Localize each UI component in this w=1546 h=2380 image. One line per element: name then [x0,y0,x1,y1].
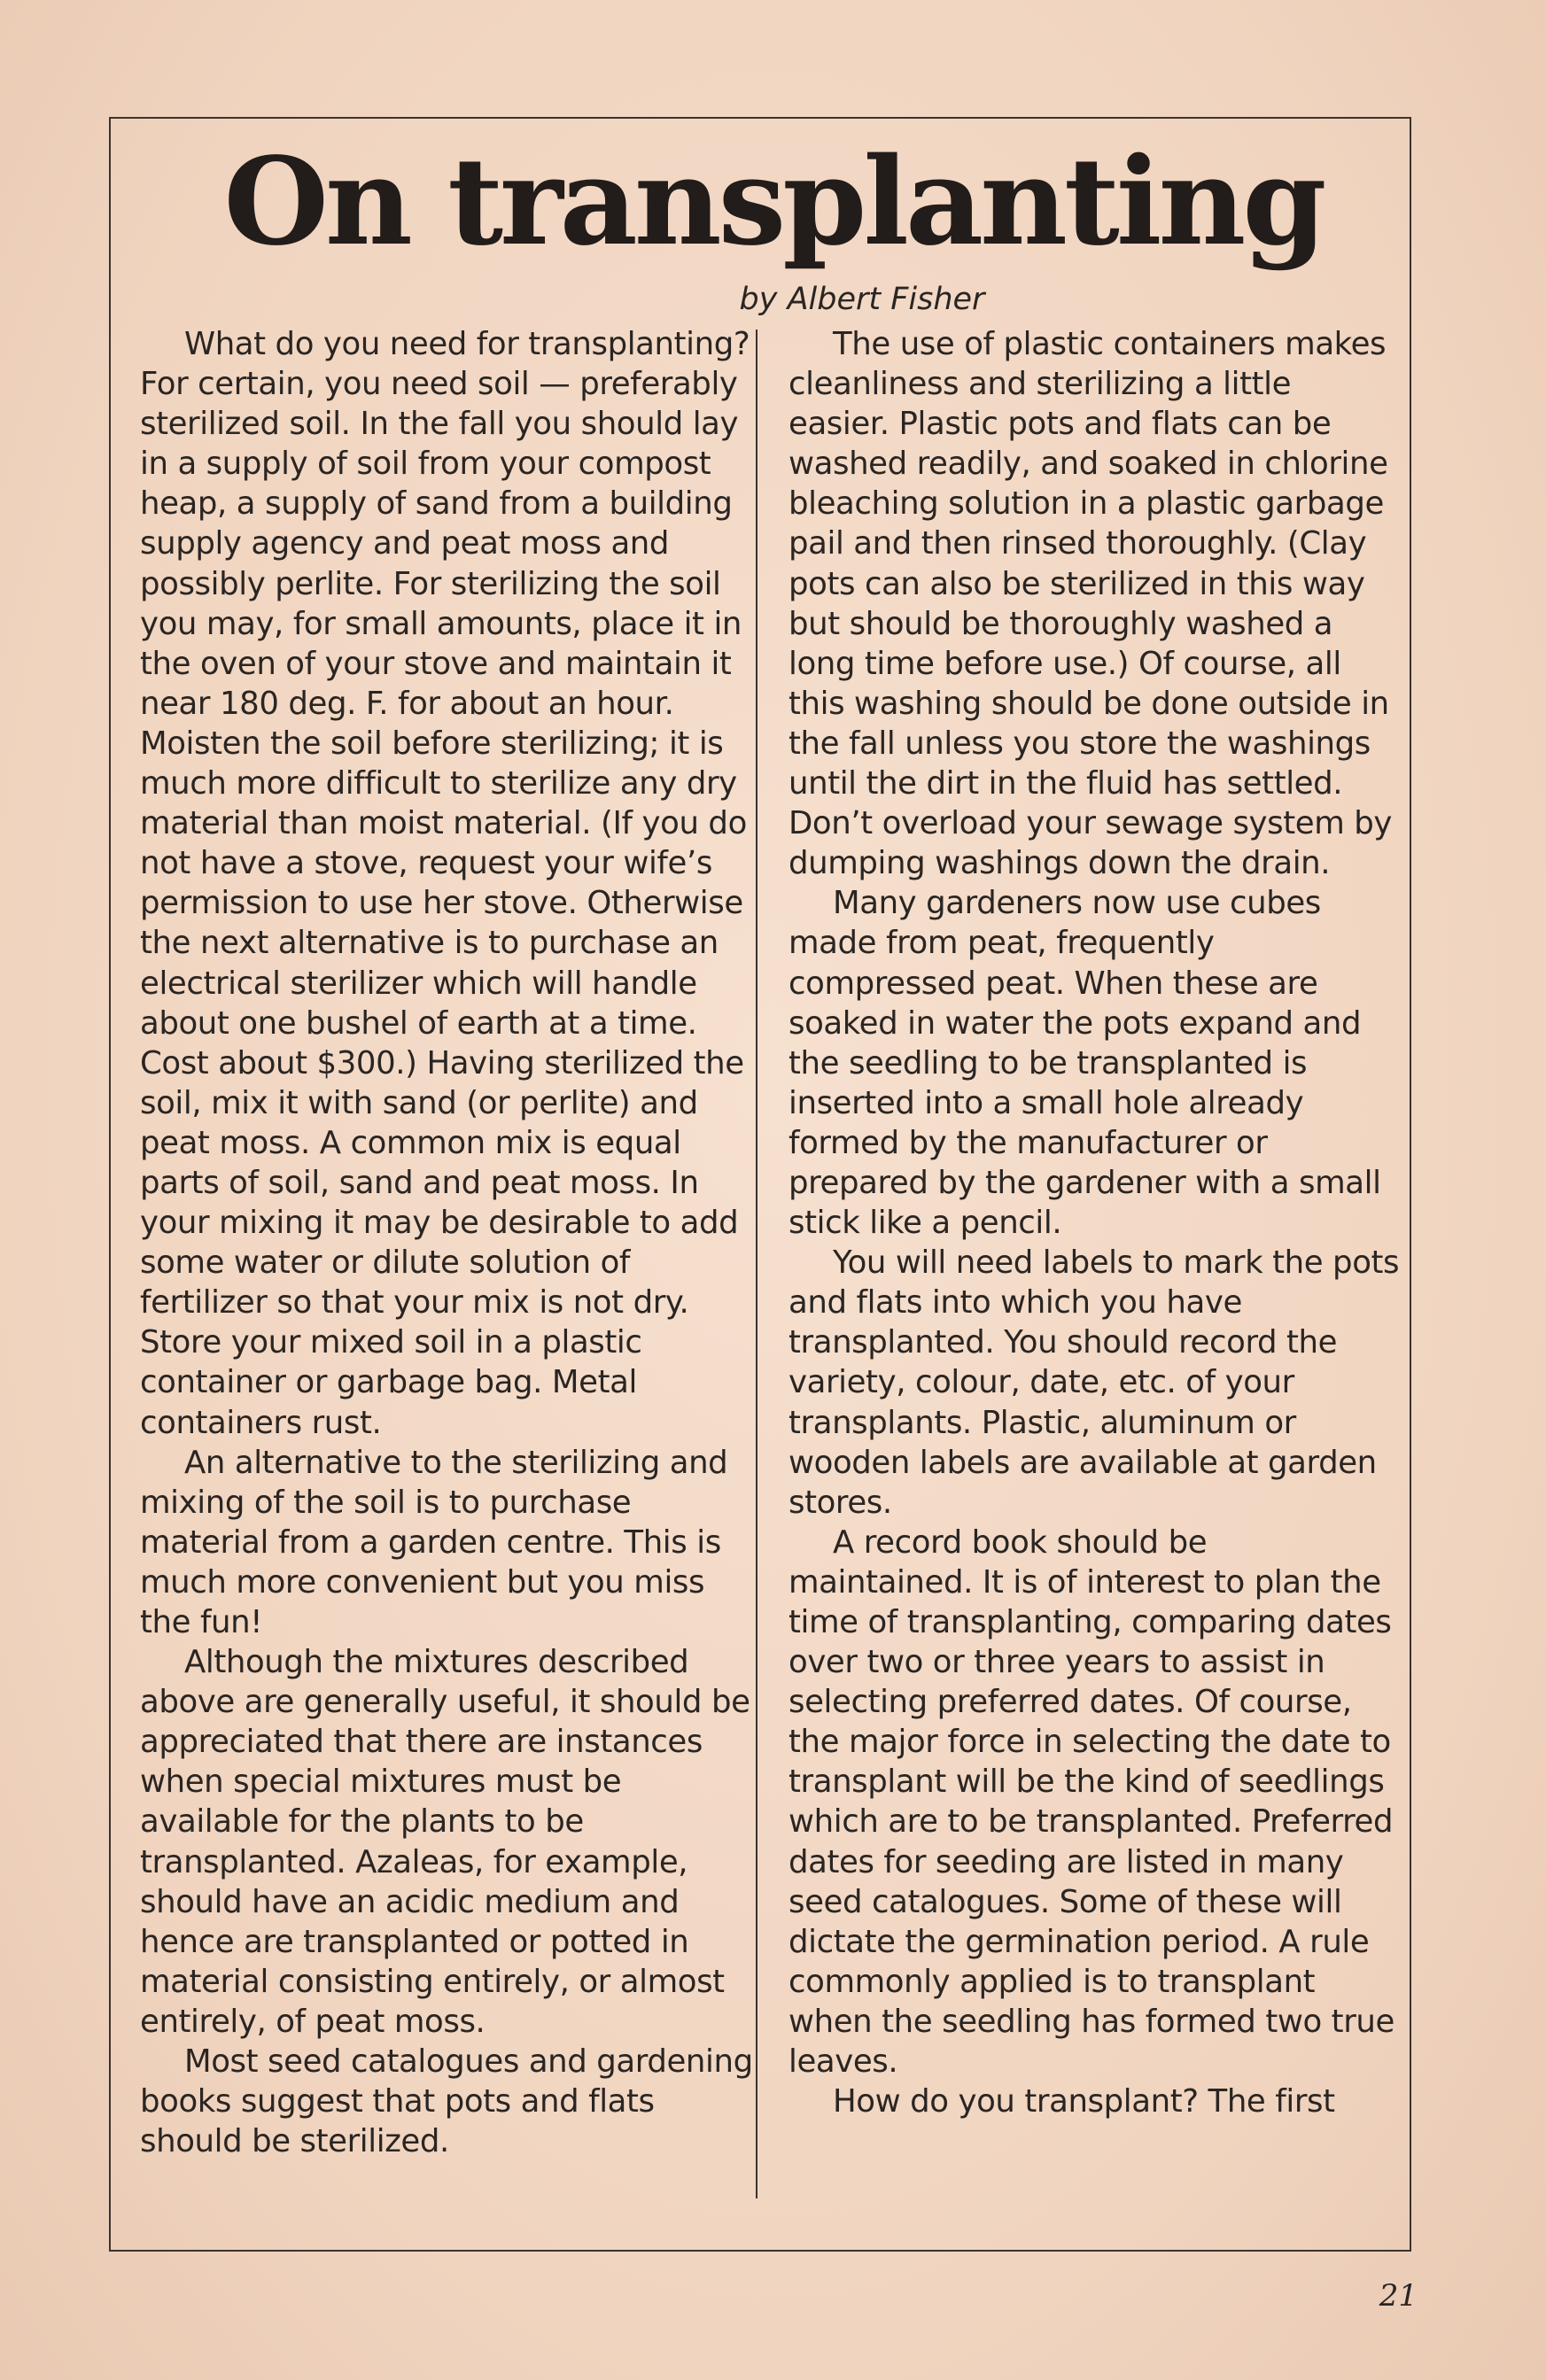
paragraph: An alternative to the sterilizing and mixing of the soil is to purchase material from a garden centre. This is much more convenient but you miss the fun! [140,1444,728,1640]
paragraph: What do you need for transplanting? For certain, you need soil — preferably sterilized soil. In the fall you should lay in a supply of soil from your compost heap, a supply of sand from a building supply agency and peat moss and possibly perlite. For sterilizing the soil you may, for small amounts, place it in the oven of your stove and maintain it near 180 deg. F. for about an hour. Moisten the soil before sterilizing; it is much more difficult to sterilize any dry material than moist material. (If you do not have a stove, request your wife’s permission to use her stove. Otherwise the next alternative is to purchase an electrical sterilizer which will handle about one bushel of earth at a time. Cost about $300.) Having sterilized the soil, mix it with sand (or perlite) and peat moss. A common mix is equal parts of soil, sand and peat moss. In your mixing it may be desirable to add some water or dilute solution of fertilizer so that your mix is not dry. Store your mixed soil in a plastic container or garbage bag. Metal containers rust. [140,326,750,1441]
paragraph: The use of plastic containers makes cleanliness and sterilizing a little easier. Plastic pots and flats can be washed readily, and soaked in chlorine bleaching solution in a plastic garbage pail and then rinsed thoroughly. (Clay pots can also be sterilized in this way but should be thoroughly washed a long time before use.) Of course, all this washing should be done outside in the fall unless you store the washings until the dirt in the fluid has settled. Don’t overload your sewage system by dumping washings down the drain. [789,326,1393,882]
page-number: 21 [1379,2278,1418,2314]
paragraph: Although the mixtures described above are generally useful, it should be appreciated that there are instances when special mixtures must be available for the plants to be transplanted. Azaleas, for example, should have an acidic medium and hence are transplanted or potted in material consisting entirely, or almost entirely, of peat moss. [140,1644,750,2040]
paragraph: How do you transplant? The first [833,2083,1335,2120]
paragraph: Most seed catalogues and gardening books suggest that pots and flats should be sterilized. [140,2043,753,2160]
right-column [789,324,1400,2121]
paragraph: You will need labels to mark the pots and flats into which you have transplanted. You should record the variety, colour, date, etc. of your transplants. Plastic, aluminum or wooden labels are available at garden stores. [789,1244,1400,1521]
column-divider [756,329,757,2198]
paragraph: Many gardeners now use cubes made from peat, frequently compressed peat. When these are soaked in water the pots expand and the seedling to be transplanted is inserted into a small hole already formed by the manufacturer or prepared by the gardener with a small stick like a pencil. [789,885,1381,1242]
article-byline: by Albert Fisher [739,282,985,317]
left-column [140,324,757,2161]
paragraph: A record book should be maintained. It is of interest to plan the time of transplanting, comparing dates over two or three years to assist in selecting preferred dates. Of course, the major force in selecting the date to transplant will be the kind of seedlings which are to be transplanted. Preferred dates for seeding are listed in many seed catalogues. Some of these will dictate the germination period. A rule commonly applied is to transplant when the seedling has formed two true leaves. [789,1523,1395,2081]
article-title: On transplanting [223,131,1324,273]
